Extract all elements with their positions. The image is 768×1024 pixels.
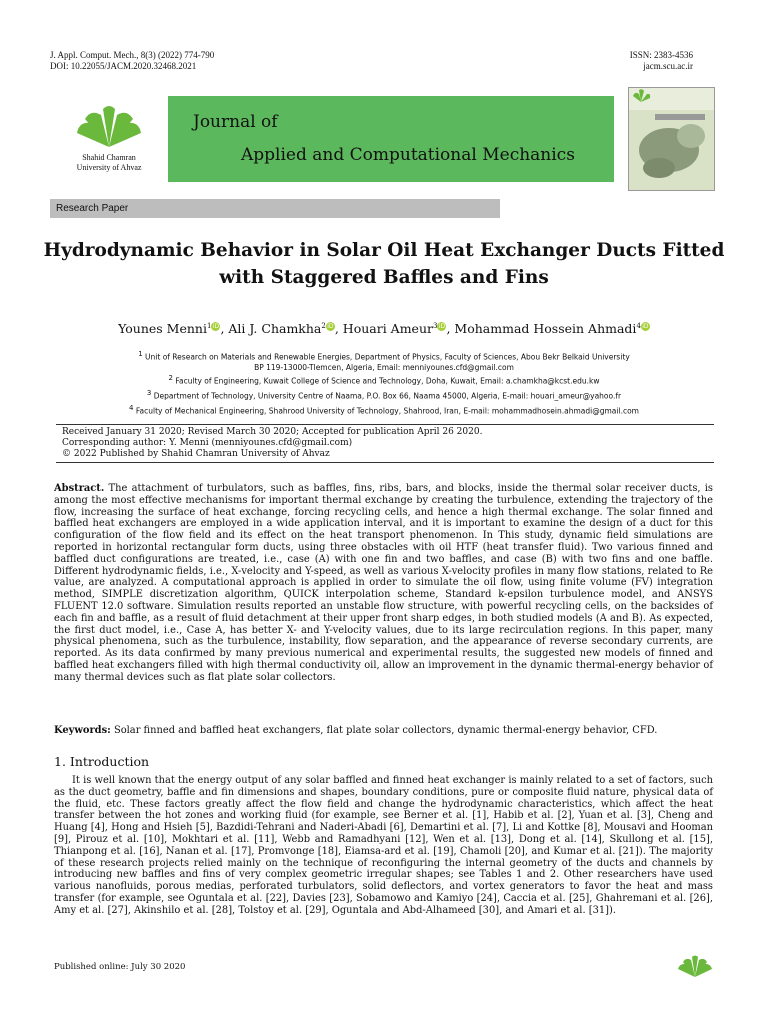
author-name[interactable]: Ali J. Chamkha (228, 321, 322, 336)
author-name[interactable]: Younes Menni (118, 321, 207, 336)
journal-ref: J. Appl. Comput. Mech., 8(3) (2022) 774-790 (50, 50, 215, 60)
section-tag: Research Paper (50, 199, 500, 218)
journal-citation (50, 50, 214, 72)
keywords (54, 725, 713, 737)
affiliation-marker: 3 (432, 321, 438, 330)
author-name[interactable]: Houari Ameur (342, 321, 433, 336)
article-history (56, 424, 714, 463)
orcid-icon[interactable]: iD (438, 322, 446, 330)
affiliation-2 (60, 373, 708, 387)
affiliation-text: Faculty of Engineering, Kuwait College of Science and Technology, Doha, Kuwait, Email: a.chamkha@kcst.edu.kw (175, 376, 600, 386)
affiliation-marker: 1 (206, 321, 212, 330)
affiliation-text: Faculty of Mechanical Engineering, Shahrood University of Technology, Shahrood, Iran, E-mail: mohammadhosein.ahmadi@gmail.com (135, 406, 639, 416)
abstract-text: The attachment of turbulators, such as baffles, fins, ribs, bars, and blocks, inside the thermal solar receiver ducts, is among the most effective mechanisms for important thermal exchange by creating the turbulence, extending the trajectory of the flow, increasing the surface of heat exchange, forcing recycling cells, and hence a high thermal exchange. The solar finned and baffled heat exchangers are employed in a wide application interval, and it is important to examine the design of a duct for this configuration of the flow field and its effect on the heat transport phenomenon. In This study, dynamic field simulations are reported in horizontal rectangular form ducts, using three obstacles with oil HTF (heat transfer fluid). Two various finned and baffled duct configurations are treated, i.e., case (A) with one fin and two baffles, and case (B) with two fins and one baffle. Different hydrodynamic fields, i.e., X-velocity and Y-speed, as well as various X-velocity profiles in many flow stations, related to Re value, are analyzed. A computational approach is applied in order to simulate the oil flow, using finite volume (FV) integration method, SIMPLE discretization algorithm, QUICK interpolation scheme, Standard k-epsilon turbulence model, and ANSYS FLUENT 12.0 software. Simulation results reported an unstable flow structure, with powerful recycling cells, on the backsides of each fin and baffle, as a result of fluid detachment at their upper front sharp edges, in both studied models (A and B). As expected, the first duct model, i.e., Case A, has better X- and Y-velocity values, due to its large recirculation regions. In this paper, many physical phenomena, such as the turbulence, instability, flow separation, and the appearance of reverse secondary currents, are reported. As its data confirmed by many previous numerical and experimental results, the suggested new models of finned and baffled heat exchangers filled with high thermal conductivity oil, allow an improvement in the dynamic thermal-energy behavior of many thermal devices such as flat plate solar collectors. (54, 483, 713, 683)
affiliation-text: Unit of Research on Materials and Renewable Energies, Department of Physics, Faculty of Sciences, Abou Bekr Belkaid University (145, 352, 630, 362)
affiliation-number: 1 (138, 350, 143, 358)
received-dates: Received January 31 2020; Revised March 30 2020; Accepted for publication April 26 2020. (62, 427, 483, 437)
palm-leaf-icon (71, 103, 147, 149)
copyright: © 2022 Published by Shahid Chamran University of Ahvaz (62, 449, 330, 459)
title-line1: Hydrodynamic Behavior in Solar Oil Heat Exchanger Ducts Fitted (43, 240, 725, 261)
affiliation-number: 2 (168, 374, 173, 382)
affiliation-1 (60, 349, 708, 373)
university-name-line1: Shahid Chamran (82, 153, 136, 162)
abstract (54, 483, 713, 684)
palm-leaf-icon (676, 954, 714, 978)
affiliation-number: 3 (146, 389, 152, 397)
section-heading: 1. Introduction (54, 754, 150, 769)
university-name-line2: University of Ahvaz (76, 163, 142, 172)
footer-logo (676, 954, 714, 982)
doi-link[interactable]: DOI: 10.22055/JACM.2020.32468.2021 (50, 61, 197, 71)
affiliation-marker: 2 (321, 321, 326, 330)
author-name[interactable]: Mohammad Hossein Ahmadi (454, 321, 637, 336)
paper-title (40, 237, 728, 291)
affiliation-number: 4 (129, 404, 134, 412)
affiliation-marker: 4 (636, 321, 641, 330)
orcid-icon[interactable]: iD (212, 322, 220, 330)
affiliation-4 (60, 403, 708, 417)
affiliation-3 (60, 388, 708, 402)
orcid-icon[interactable]: iD (327, 322, 334, 330)
affiliation-text: BP 119-13000-Tlemcen, Algeria, Email: menniyounes.cfd@gmail.com (254, 362, 514, 372)
journal-name-line1: Journal of (193, 112, 278, 132)
intro-paragraph: It is well known that the energy output of any solar baffled and finned heat exchanger is mainly related to a set of factors, such as the duct geometry, baffle and fin dimensions and shapes, boundary conditions, pure or composite fluid nature, physical data of the fluid, etc. These factors greatly affect the flow field and change the hydrodynamic characteristics, which affect the heat transfer between the hot zones and working fluid (for example, see Berner et al. [1], Habib et al. [2], Yuan et al. [3], Cheng and Huang [4], Hong and Hsieh [5], Bazdidi-Tehrani and Naderi-Abadi [6], Demartini et al. [7], Li and Kottke [8], Mousavi and Hooman [9], Pirouz et al. [10], Mokhtari et al. [11], Webb and Ramadhyani [12], Wen et al. [13], Dong et al. [14], Skullong et al. [15], Thianpong et al. [16], Nanan et al. [17], Promvonge [18], Eiamsa-ard et al. [19], Chamoli [20], and Kumar et al. [21]). The majority of these research projects relied mainly on the technique of reconfiguring the internal geometry of the ducts and channels by introducing new baffles and fins of very complex geometric irregular shapes; see Tables 1 and 2. Other researchers have used various nanofluids, porous medias, perforated turbulators, solid deflectors, and vortex generators to favor the heat and mass transfer (for example, see Oguntala et al. [22], Davies [23], Sobamowo and Kamiyo [24], Caccia et al. [25], Ghahremani et al. [26], Amy et al. [27], Akinshilo et al. [28], Tolstoy et al. [29], Oguntala and Abd-Alhameed [30], and Amari et al. [31]). (54, 775, 713, 916)
issn: ISSN: 2383-4536 (629, 50, 693, 60)
keywords-label: Keywords: (54, 725, 111, 736)
corresponding-author: Corresponding author: Y. Menni (menniyounes.cfd@gmail.com) (62, 438, 353, 448)
issn-block (630, 50, 693, 72)
journal-banner (168, 96, 614, 182)
affiliation-text: Department of Technology, University Centre of Naama, P.O. Box 66, Naama 45000, Algeria, E-mail: houari_ameur@yahoo.fr (153, 391, 622, 401)
title-line2: with Staggered Baffles and Fins (219, 267, 549, 288)
university-logo (64, 103, 154, 173)
website-link[interactable]: jacm.scu.ac.ir (643, 61, 693, 71)
author-list: Younes Menni$^1$iD, Ali J. Chamkha$^2$iD, Houari Ameur$^3$iD, Mohammad Hossein Ahmadi$^4$iD (118, 321, 649, 336)
journal-cover-thumbnail (628, 87, 715, 191)
cover-image (629, 88, 714, 190)
orcid-icon[interactable]: iD (642, 322, 649, 330)
published-date: Published online: July 30 2020 (54, 962, 186, 972)
abstract-label: Abstract. (54, 483, 105, 494)
journal-name-line2: Applied and Computational Mechanics (241, 145, 575, 165)
keywords-text: Solar finned and baffled heat exchangers, flat plate solar collectors, dynamic thermal-energy behavior, CFD. (113, 725, 658, 736)
